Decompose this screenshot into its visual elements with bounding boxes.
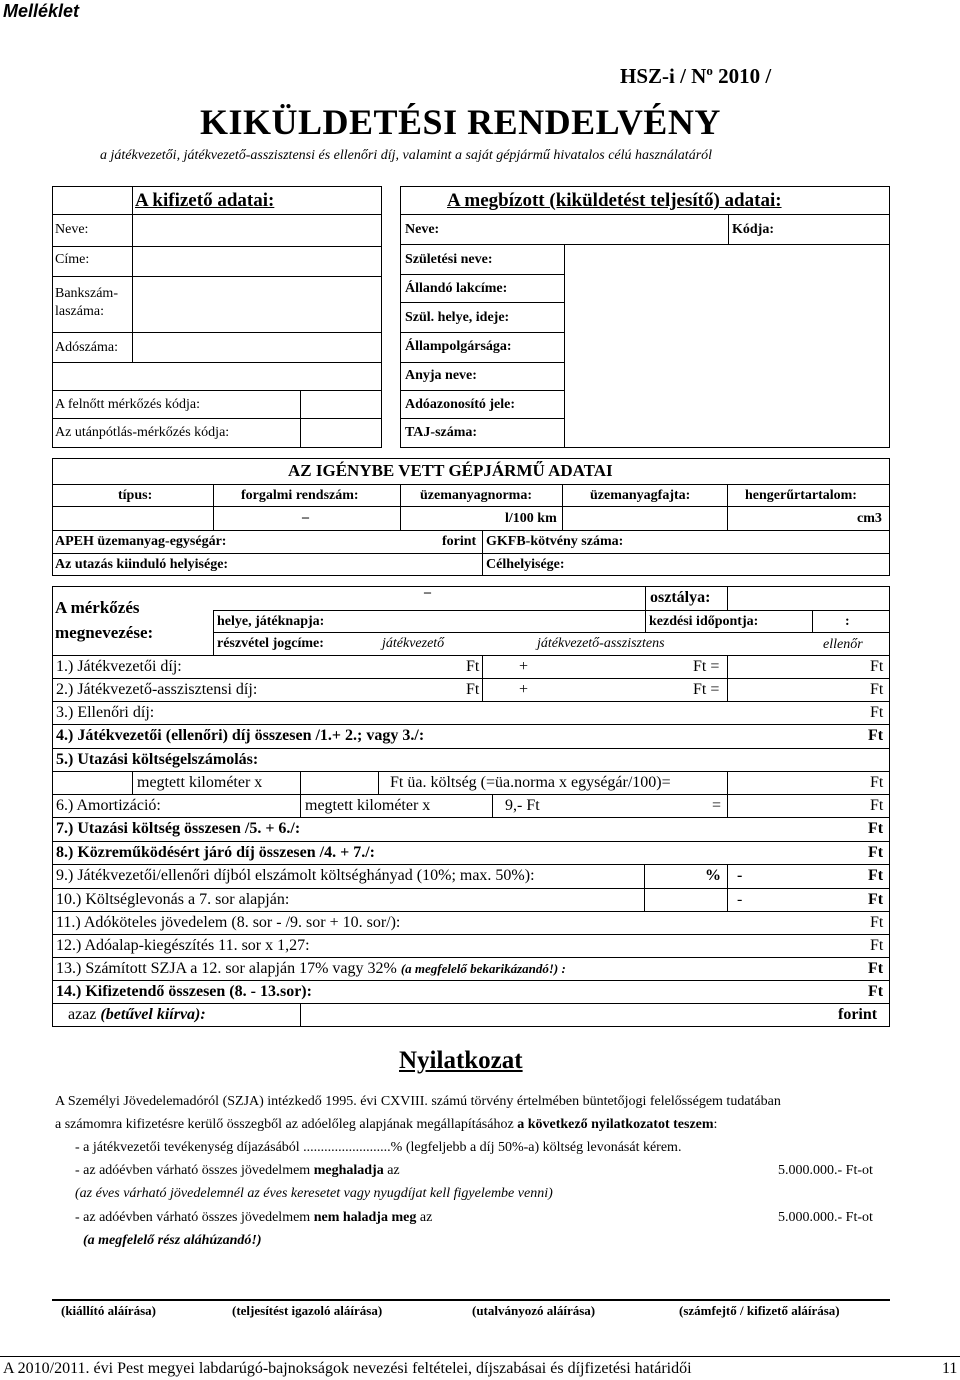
match-start-time-label: kezdési időpontja:: [649, 614, 759, 629]
row-11-label: 11.) Adóköteles jövedelem (8. sor - /9. sor + 10. sor/):: [56, 914, 401, 931]
annex-label: Melléklet: [3, 1, 80, 21]
in-words-forint: forint: [838, 1006, 878, 1023]
agent-birth-name-label: Születési neve:: [405, 252, 493, 267]
declaration-title: Nyilatkozat: [399, 1047, 523, 1074]
row-14-ft: Ft: [868, 983, 884, 1000]
decl-line-4a: - az adóévben várható összes jövedelmem: [75, 1210, 311, 1225]
decl-line-4c: az: [419, 1210, 433, 1225]
row-10-label: 10.) Költséglevonás a 7. sor alapján:: [56, 891, 290, 908]
row-2-plus: +: [519, 681, 529, 698]
decl-para-2b: a következő nyilatkozatot teszem: [517, 1117, 714, 1132]
row-5-ft: Ft: [870, 774, 884, 791]
role-referee[interactable]: játékvezető: [382, 636, 445, 651]
payer-bank-label-1: Bankszám-: [55, 286, 118, 301]
row-9-ft: Ft: [868, 867, 884, 884]
row-3-ft: Ft: [870, 704, 884, 721]
agent-mother-label: Anyja neve:: [405, 368, 477, 383]
row-13-text: 13.) Számított SZJA a 12. sor alapján 17% vagy 32%: [56, 960, 397, 977]
decl-line-2a: - az adóévben várható összes jövedelmem: [75, 1163, 311, 1178]
agent-citizenship-label: Állampolgársága:: [405, 339, 512, 354]
signature-issuer: (kiállító aláírása): [61, 1303, 156, 1318]
plate-field[interactable]: [214, 507, 400, 529]
match-dash: –: [424, 585, 431, 600]
row-2-ft-eq: Ft =: [693, 681, 720, 698]
agent-tax-id-label: Adóazonosító jele:: [405, 397, 516, 412]
youth-match-code-field[interactable]: [301, 419, 381, 447]
row-2-ft: Ft: [870, 681, 884, 698]
decl-para-2c: :: [713, 1117, 718, 1132]
gkfb-label: GKFB-kötvény száma:: [486, 534, 624, 549]
row-2-label: 2.) Játékvezető-asszisztensi díj:: [56, 681, 258, 698]
doc-number: [620, 64, 771, 87]
in-words-hint: (betűvel kiírva):: [100, 1006, 206, 1023]
fuel-norm-label: üzemanyagnorma:: [420, 488, 532, 503]
trip-start-label: Az utazás kiinduló helyisége:: [55, 557, 229, 572]
decl-amount-2: 5.000.000.- Ft-ot: [778, 1210, 873, 1225]
apeh-price-label: APEH üzemanyag-egységár:: [55, 534, 227, 549]
agent-birth-place-label: Szül. helye, ideje:: [405, 310, 510, 325]
payer-name-label: Neve:: [55, 222, 89, 237]
signature-approver: (utalványozó aláírása): [472, 1303, 596, 1318]
row-3-label: 3.) Ellenőri díj:: [56, 704, 155, 721]
row-1-label: 1.) Játékvezetői díj:: [56, 658, 182, 675]
row-7-ft: Ft: [868, 820, 884, 837]
row-13-ft: Ft: [868, 960, 884, 977]
adult-match-code-label: A felnőtt mérkőzés kódja:: [55, 397, 201, 412]
decl-line-4b: nem haladja meg: [313, 1210, 417, 1225]
doc-number-prefix: HSZ-i / N: [620, 64, 707, 88]
row-11-ft: Ft: [870, 914, 884, 931]
row-7-label: 7.) Utazási költség összesen /5. + 6./:: [56, 820, 301, 837]
row-10-minus: -: [737, 891, 743, 908]
agent-taj-label: TAJ-száma:: [405, 425, 478, 440]
row-8-label: 8.) Közreműködésért járó díj összesen /4. + 7./:: [56, 844, 375, 861]
plate-dash: –: [302, 510, 309, 525]
decl-line-2: [75, 1164, 400, 1178]
vehicle-heading: AZ IGÉNYBE VETT GÉPJÁRMŰ ADATAI: [288, 461, 613, 480]
decl-para-2: [55, 1118, 717, 1132]
agent-address-label: Állandó lakcíme:: [405, 281, 508, 296]
match-class-label: osztálya:: [650, 589, 711, 606]
row-2-ft-a: Ft: [466, 681, 480, 698]
row-1-ft-a: Ft: [466, 658, 480, 675]
row-13-note: (a megfelelő bekarikázandó!) :: [400, 961, 566, 976]
adult-match-code-field[interactable]: [301, 391, 381, 417]
row-9-pct: %: [705, 867, 721, 884]
signature-verifier: (teljesítést igazoló aláírása): [232, 1303, 383, 1318]
footer-text: A 2010/2011. évi Pest megyei labdarúgó-bajnokságok nevezési feltételei, díjszabásai és díjfizetési határidői: [3, 1360, 692, 1377]
decl-line-5: (a megfelelő rész aláhúzandó!): [83, 1233, 262, 1248]
agent-data-area[interactable]: [565, 245, 889, 447]
in-words-azaz: azaz: [68, 1006, 97, 1023]
row-10-ft: Ft: [868, 891, 884, 908]
decl-line-2b: meghaladja: [313, 1163, 384, 1178]
payer-tax-label: Adószáma:: [55, 340, 118, 355]
row-4-ft: Ft: [868, 727, 884, 744]
row-5-label: 5.) Utazási költségelszámolás:: [56, 751, 259, 768]
decl-para-1: A Személyi Jövedelemadóról (SZJA) intézkedő 1995. évi CXVIII. számú törvény értelmében büntetőjogi felelősségem tudatában: [55, 1094, 781, 1109]
signature-payer: (számfejtő / kifizető aláírása): [679, 1303, 840, 1318]
decl-line-3: (az éves várható jövedelemnél az éves keresetet vagy nyugdíjat kell figyelembe venni): [75, 1186, 553, 1201]
youth-match-code-label: Az utánpótlás-mérkőzés kódja:: [55, 425, 230, 440]
page-title: KIKÜLDETÉSI RENDELVÉNY: [200, 102, 721, 142]
role-inspector[interactable]: ellenőr: [823, 637, 863, 652]
row-5-km-label: megtett kilométer x: [137, 774, 263, 791]
participation-label: részvétel jogcíme:: [217, 636, 324, 651]
in-words-field[interactable]: [301, 1004, 831, 1026]
agent-code-label: Kódja:: [732, 222, 774, 237]
row-13-label: [56, 961, 566, 977]
row-6-ft: Ft: [870, 797, 884, 814]
destination-label: Célhelyisége:: [486, 557, 565, 572]
decl-line-2c: az: [387, 1163, 400, 1178]
in-words-label: [68, 1007, 206, 1023]
row-6-eq: =: [712, 797, 722, 814]
decl-amount-1: 5.000.000.- Ft-ot: [778, 1163, 873, 1178]
row-6-label: 6.) Amortizáció:: [56, 797, 161, 814]
forint-unit: forint: [442, 534, 477, 549]
engine-cc-label: hengerűrtartalom:: [745, 488, 857, 503]
row-9-minus: -: [737, 867, 743, 884]
match-name-label-2: megnevezése:: [55, 623, 154, 642]
row-12-ft: Ft: [870, 937, 884, 954]
agent-name-label: Neve:: [405, 222, 440, 237]
vehicle-plate-label: forgalmi rendszám:: [241, 488, 359, 503]
fuel-type-label: üzemanyagfajta:: [590, 488, 691, 503]
payer-heading: A kifizető adatai:: [135, 190, 275, 211]
match-name-label-1: A mérkőzés: [55, 598, 140, 617]
vehicle-type-label: típus:: [118, 488, 153, 503]
decl-line-1: - a játékvezetői tevékenység díjazásából .........................% (legfeljebb a díj 50%-a) költség levonását kérem.: [75, 1140, 682, 1155]
role-assistant[interactable]: játékvezető-asszisztens: [537, 636, 665, 651]
decl-line-4: [75, 1211, 432, 1225]
match-place-date-label: helye, játéknapja:: [217, 614, 325, 629]
row-1-plus: +: [519, 658, 529, 675]
start-time-colon: :: [845, 614, 850, 629]
decl-para-2a: a számomra kifizetésre kerülő összegből az adóelőleg alapjának megállapításához: [55, 1117, 514, 1132]
row-1-ft: Ft: [870, 658, 884, 675]
row-14-label: 14.) Kifizetendő összesen (8. - 13.sor):: [56, 983, 312, 1000]
row-5-fuel-cost-label: Ft üa. költség (=üa.norma x egységár/100)=: [390, 774, 671, 791]
doc-year: 2010 /: [718, 64, 772, 88]
l100km-unit: l/100 km: [505, 511, 557, 526]
page-subtitle: a játékvezetői, játékvezető-asszisztensi és ellenőri díj, valamint a saját gépjármű hivatalos célú használatáról: [100, 148, 713, 163]
agent-heading: A megbízott (kiküldetést teljesítő) adatai:: [447, 190, 782, 211]
row-1-ft-eq: Ft =: [693, 658, 720, 675]
row-4-label: 4.) Játékvezetői (ellenőri) díj összesen /1.+ 2.; vagy 3./:: [56, 727, 425, 744]
row-9-label: 9.) Játékvezetői/ellenőri díjból elszámolt költséghányad (10%; max. 50%):: [56, 867, 535, 884]
cm3-unit: cm3: [857, 511, 882, 526]
row-12-label: 12.) Adóalap-kiegészítés 11. sor x 1,27:: [56, 937, 310, 954]
payer-bank-label-2: laszáma:: [55, 304, 104, 319]
payer-name-field[interactable]: [133, 215, 381, 245]
payer-address-label: Címe:: [55, 252, 90, 267]
row-8-ft: Ft: [868, 844, 884, 861]
row-6-km-label: megtett kilométer x: [305, 797, 431, 814]
doc-number-sup: o: [706, 63, 713, 78]
row-6-rate: 9,- Ft: [505, 797, 540, 814]
page-number: 11: [942, 1360, 958, 1377]
